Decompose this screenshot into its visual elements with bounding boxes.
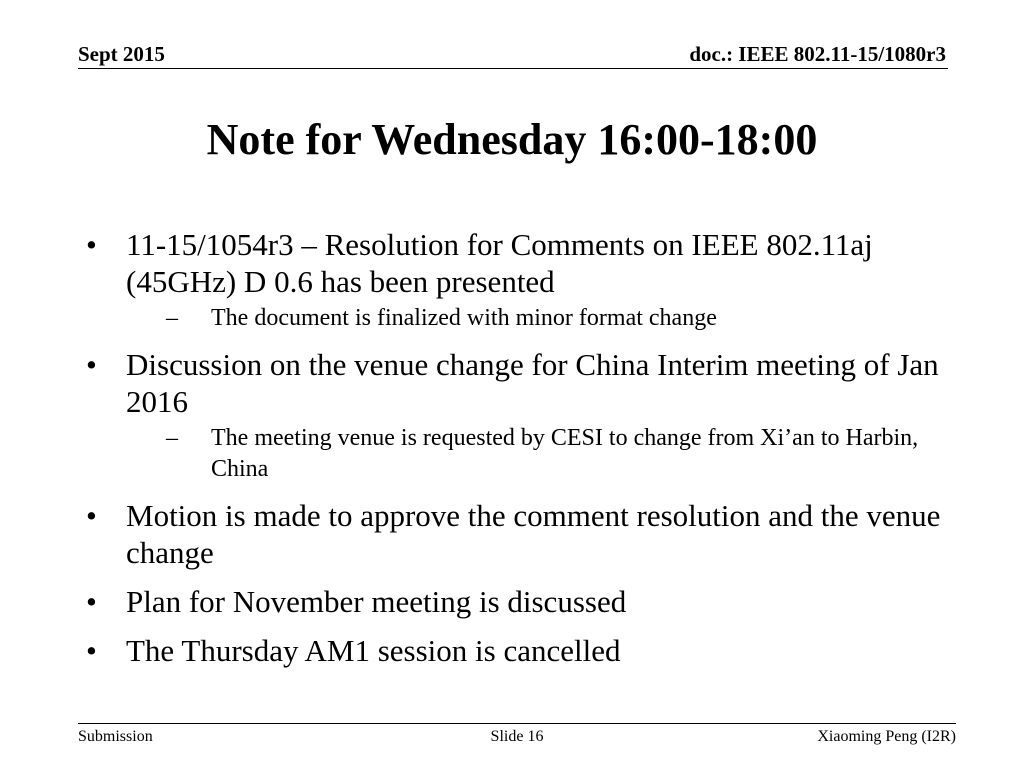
footer-submission: Submission <box>78 728 153 745</box>
bullet-item-4 <box>86 583 946 620</box>
slide-title: Note for Wednesday 16:00-18:00 <box>206 115 818 164</box>
sub-bullet-item-2 <box>166 423 946 485</box>
bullet-marker: • <box>86 633 97 668</box>
bullet-text: Motion is made to approve the comment resolution and the venue change <box>126 498 941 570</box>
bullet-item-2 <box>86 346 946 485</box>
bullet-text: 11-15/1054r3 – Resolution for Comments on IEEE 802.11aj (45GHz) D 0.6 has been presented <box>126 227 873 299</box>
bullet-item-3 <box>86 497 946 571</box>
header-divider <box>78 68 948 69</box>
bullet-marker: • <box>86 584 97 619</box>
bullet-marker: • <box>86 347 97 382</box>
header-date: Sept 2015 <box>78 42 165 66</box>
bullet-marker: • <box>86 227 97 262</box>
footer-author: Xiaoming Peng (I2R) <box>817 728 956 745</box>
sub-bullet-marker: – <box>166 305 178 331</box>
footer-divider <box>78 723 956 724</box>
sub-bullet-text: The meeting venue is requested by CESI to change from Xi’an to Harbin, China <box>211 425 919 482</box>
bullet-text: The Thursday AM1 session is cancelled <box>126 633 621 668</box>
footer-slide-number: Slide 16 <box>490 728 544 745</box>
bullet-marker: • <box>86 498 97 533</box>
bullet-text: Discussion on the venue change for China Interim meeting of Jan 2016 <box>126 347 939 419</box>
slide-content <box>86 226 946 681</box>
sub-bullet-marker: – <box>166 425 178 451</box>
bullet-text: Plan for November meeting is discussed <box>126 584 627 619</box>
bullet-item-1 <box>86 226 946 334</box>
bullet-item-5 <box>86 632 946 669</box>
sub-bullet-text: The document is finalized with minor format change <box>211 305 717 331</box>
sub-bullet-item-1 <box>166 303 946 334</box>
header-doc-number: doc.: IEEE 802.11-15/1080r3 <box>689 42 946 66</box>
